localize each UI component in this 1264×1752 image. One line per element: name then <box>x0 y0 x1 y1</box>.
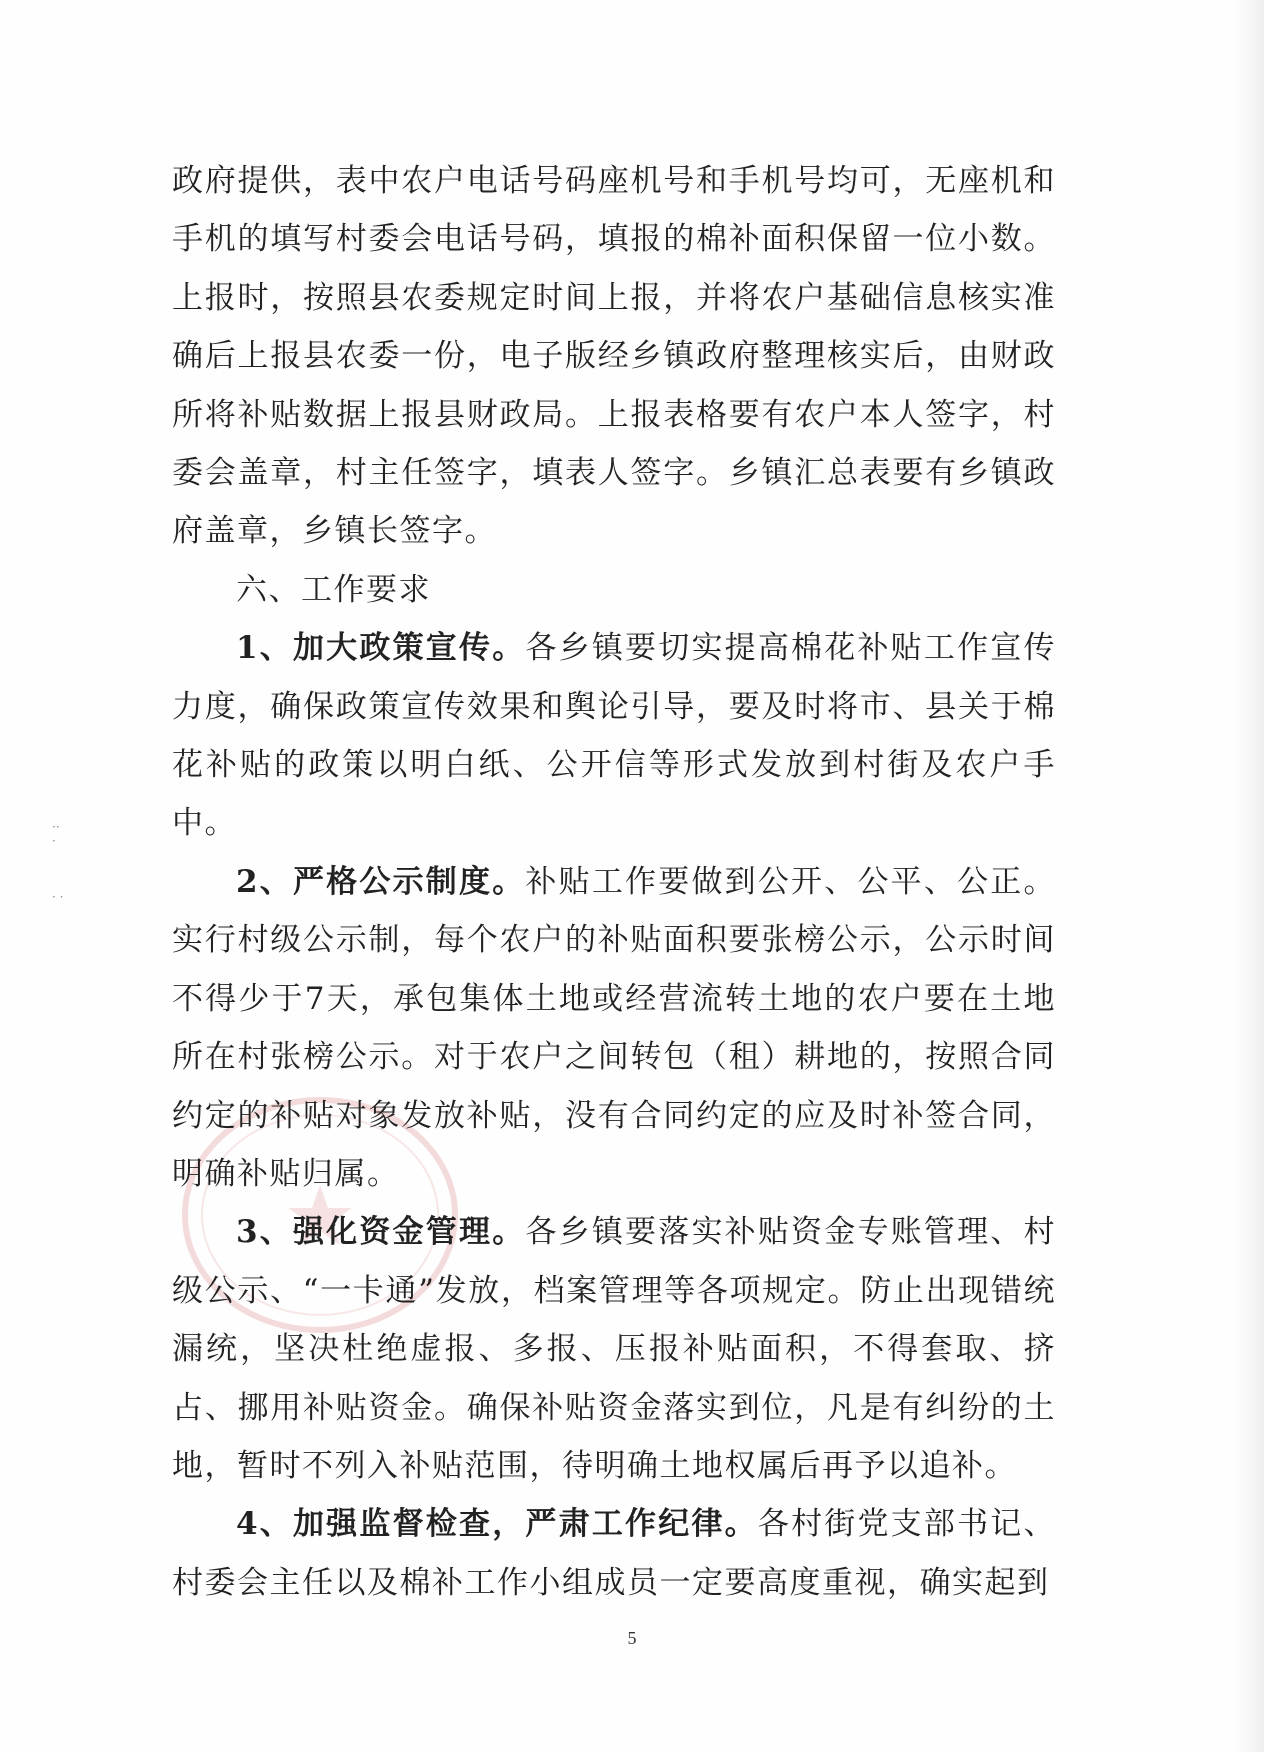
page-number: 5 <box>627 1628 637 1648</box>
section-heading-text: 六、工作要求 <box>236 571 431 608</box>
paragraph-text: 各村街党支部书记、村委会主任以及棉补工作小组成员一定要高度重视，确实起到 <box>172 1506 1056 1601</box>
scan-edge-shadow <box>1234 0 1264 1752</box>
paragraph-1 <box>172 152 1056 561</box>
item-lead: 2、严格公示制度。 <box>236 863 526 900</box>
paragraph-item-3 <box>172 1203 1056 1495</box>
paragraph-item-4 <box>172 1495 1056 1612</box>
paragraph-item-2 <box>172 853 1056 1203</box>
paragraph-text: 各乡镇要落实补贴资金专账管理、村级公示、“一卡通”发放，档案管理等各项规定。防止出现错统漏统，坚决杜绝虚报、多报、压报补贴面积，不得套取、挤占、挪用补贴资金。确保补贴资金落实到位，凡是有纠纷的土地，暂时不列入补贴范围，待明确土地权属后再予以追补。 <box>172 1214 1056 1484</box>
document-body <box>172 152 1056 1612</box>
paragraph-text: 政府提供，表中农户电话号码座机号和手机号均可，无座机和手机的填写村委会电话号码，填报的棉补面积保留一位小数。上报时，按照县农委规定时间上报，并将农户基础信息核实准确后上报县农委一份，电子版经乡镇政府整理核实后，由财政所将补贴数据上报县财政局。上报表格要有农户本人签字，村委会盖章，村主任签字，填表人签字。乡镇汇总表要有乡镇政府盖章，乡镇长签字。 <box>172 163 1056 550</box>
item-lead: 1、加大政策宣传。 <box>236 630 526 667</box>
section-heading <box>172 561 1056 619</box>
item-lead: 4、加强监督检查，严肃工作纪律。 <box>236 1506 758 1543</box>
paragraph-text: 各乡镇要切实提高棉花补贴工作宣传力度，确保政策宣传效果和舆论引导，要及时将市、县关于棉花补贴的政策以明白纸、公开信等形式发放到村街及农户手中。 <box>172 630 1056 842</box>
paragraph-item-1 <box>172 619 1056 853</box>
item-lead: 3、强化资金管理。 <box>236 1214 526 1251</box>
paragraph-text: 补贴工作要做到公开、公平、公正。实行村级公示制，每个农户的补贴面积要张榜公示，公示时间不得少于7天，承包集体土地或经营流转土地的农户要在土地所在村张榜公示。对于农户之间转包（租）耕地的，按照合同约定的补贴对象发放补贴，没有合同约定的应及时补签合同，明确补贴归属。 <box>172 863 1056 1192</box>
binding-marks: ·· · · · <box>52 820 64 904</box>
